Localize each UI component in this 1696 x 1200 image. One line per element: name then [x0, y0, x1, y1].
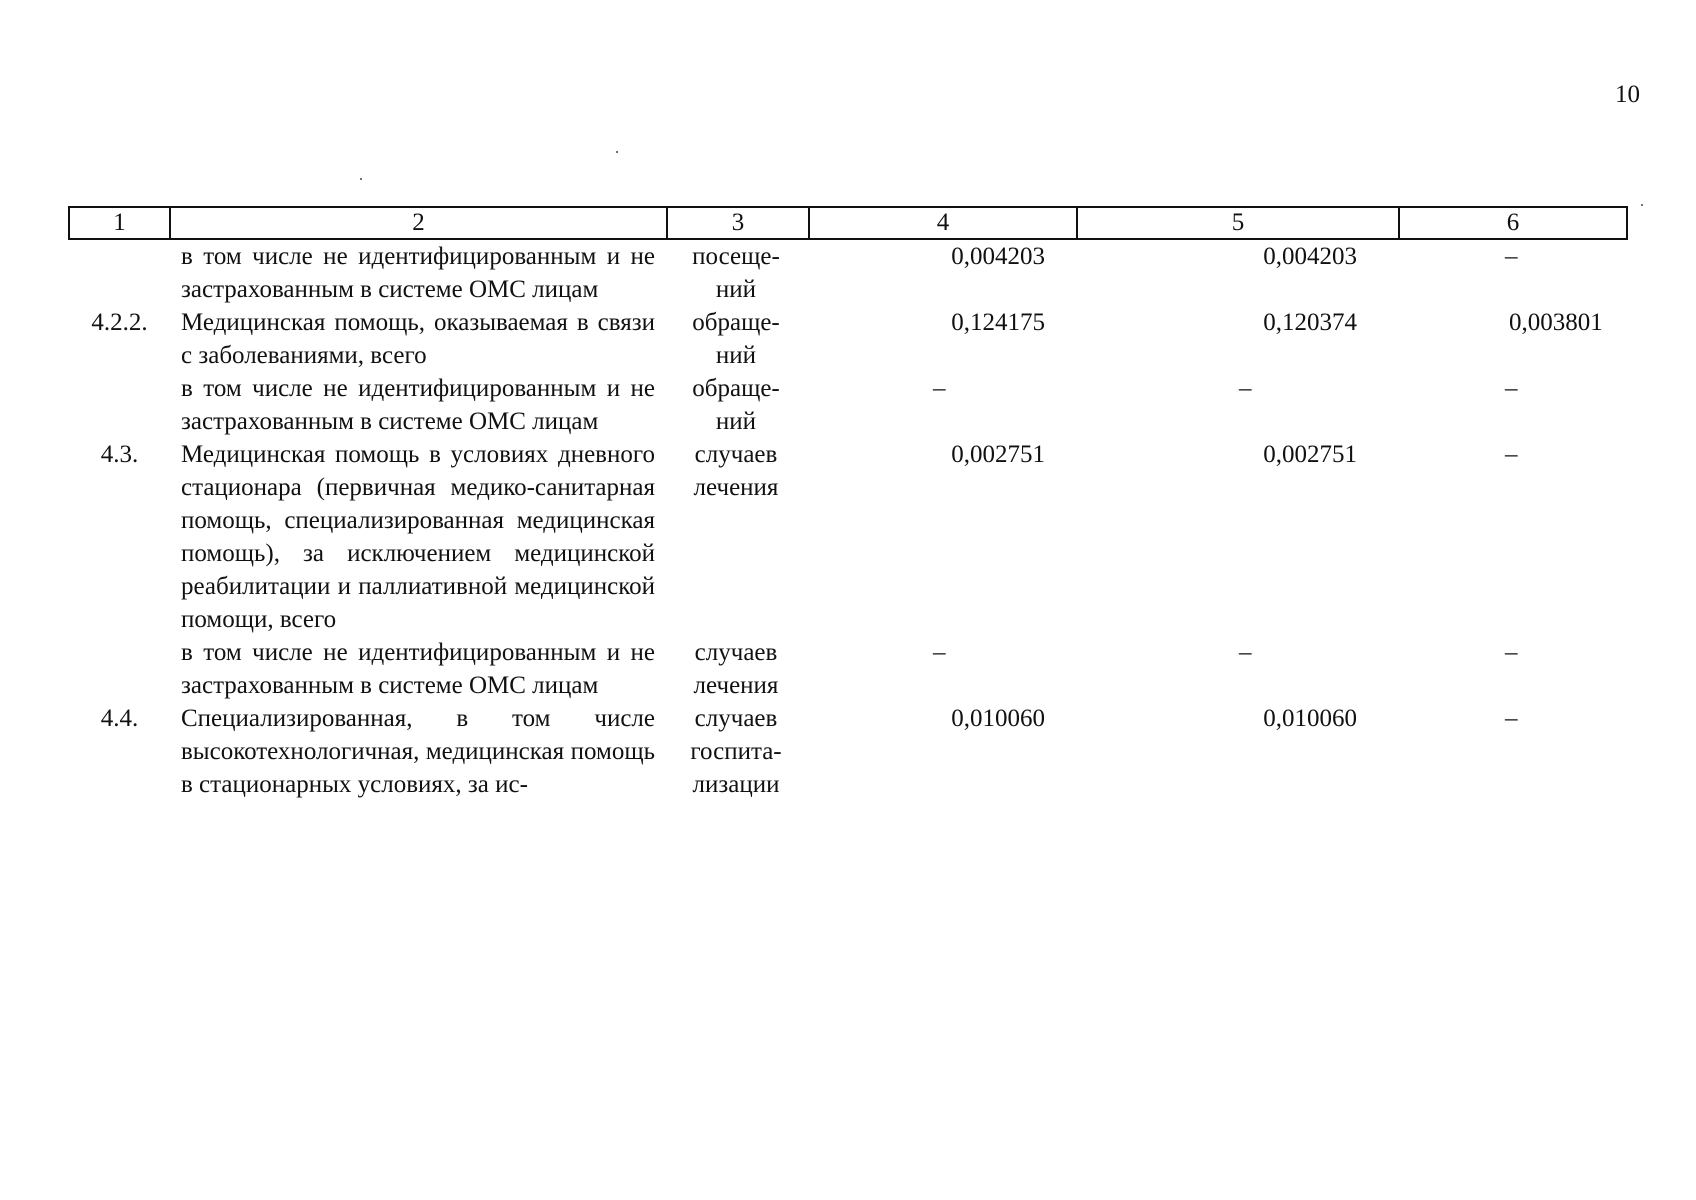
table-row [69, 239, 1627, 306]
row-value-col6: 0,003801 [1509, 309, 1603, 336]
row-unit: случаев госпита- лизации [690, 705, 782, 798]
row-value-col6: – [1505, 705, 1518, 732]
table-row [69, 306, 1627, 372]
row-value-col6: – [1505, 243, 1518, 270]
row-unit: обраще- ний [692, 375, 780, 435]
row-number [69, 636, 170, 702]
scan-speck [1641, 204, 1643, 206]
row-number: 4.4. [100, 705, 139, 732]
column-header-6: 6 [1399, 207, 1627, 239]
scan-speck [360, 178, 362, 180]
row-description: в том числе не идентифицированным и не застрахованным в системе ОМС лицам [181, 639, 655, 699]
row-description: в том числе не идентифицированным и не застрахованным в системе ОМС лицам [181, 243, 655, 303]
column-header-3: 3 [667, 207, 809, 239]
row-description: Специализированная, в том числе высокотехнологичная, медицинская помощь в стационарных условиях, за ис- [181, 705, 655, 798]
row-number [69, 372, 170, 438]
column-number-header-row [69, 207, 1627, 239]
row-value-col5: 0,010060 [1263, 705, 1357, 732]
row-description: Медицинская помощь в условиях дневного стационара (первичная медико-санитарная помощь, специализированная медицинская помощь), за исключением медицинской реабилитации и паллиативной медицинской помощи, всего [181, 441, 655, 633]
row-description: в том числе не идентифицированным и не застрахованным в системе ОМС лицам [181, 375, 655, 435]
table-row [69, 372, 1627, 438]
table-row [69, 636, 1627, 702]
row-unit: обраще- ний [692, 309, 780, 369]
row-unit: случаев лечения [693, 441, 779, 501]
row-value-col5: – [1239, 639, 1252, 666]
column-header-1: 1 [69, 207, 170, 239]
column-header-4: 4 [809, 207, 1077, 239]
row-number: 4.2.2. [91, 309, 148, 336]
data-table [68, 206, 1628, 801]
scan-speck [616, 151, 618, 153]
row-value-col4: – [933, 639, 946, 666]
row-value-col4: 0,002751 [951, 441, 1045, 468]
row-number: 4.3. [100, 441, 139, 468]
row-value-col4: 0,010060 [951, 705, 1045, 732]
row-unit: случаев лечения [693, 639, 779, 699]
row-number [69, 239, 170, 306]
page-number: 10 [1615, 81, 1640, 108]
row-value-col5: 0,004203 [1263, 243, 1357, 270]
row-value-col4: – [933, 375, 946, 402]
row-value-col6: – [1505, 441, 1518, 468]
table-row [69, 702, 1627, 801]
row-unit: посеще- ний [692, 243, 780, 303]
row-value-col6: – [1505, 639, 1518, 666]
row-value-col6: – [1505, 375, 1518, 402]
row-value-col5: 0,002751 [1263, 441, 1357, 468]
row-description: Медицинская помощь, оказываемая в связи с заболеваниями, всего [181, 309, 655, 369]
row-value-col4: 0,004203 [951, 243, 1045, 270]
table-row [69, 438, 1627, 636]
row-value-col4: 0,124175 [951, 309, 1045, 336]
column-header-2: 2 [170, 207, 667, 239]
row-value-col5: 0,120374 [1263, 309, 1357, 336]
column-header-5: 5 [1077, 207, 1399, 239]
row-value-col5: – [1239, 375, 1252, 402]
